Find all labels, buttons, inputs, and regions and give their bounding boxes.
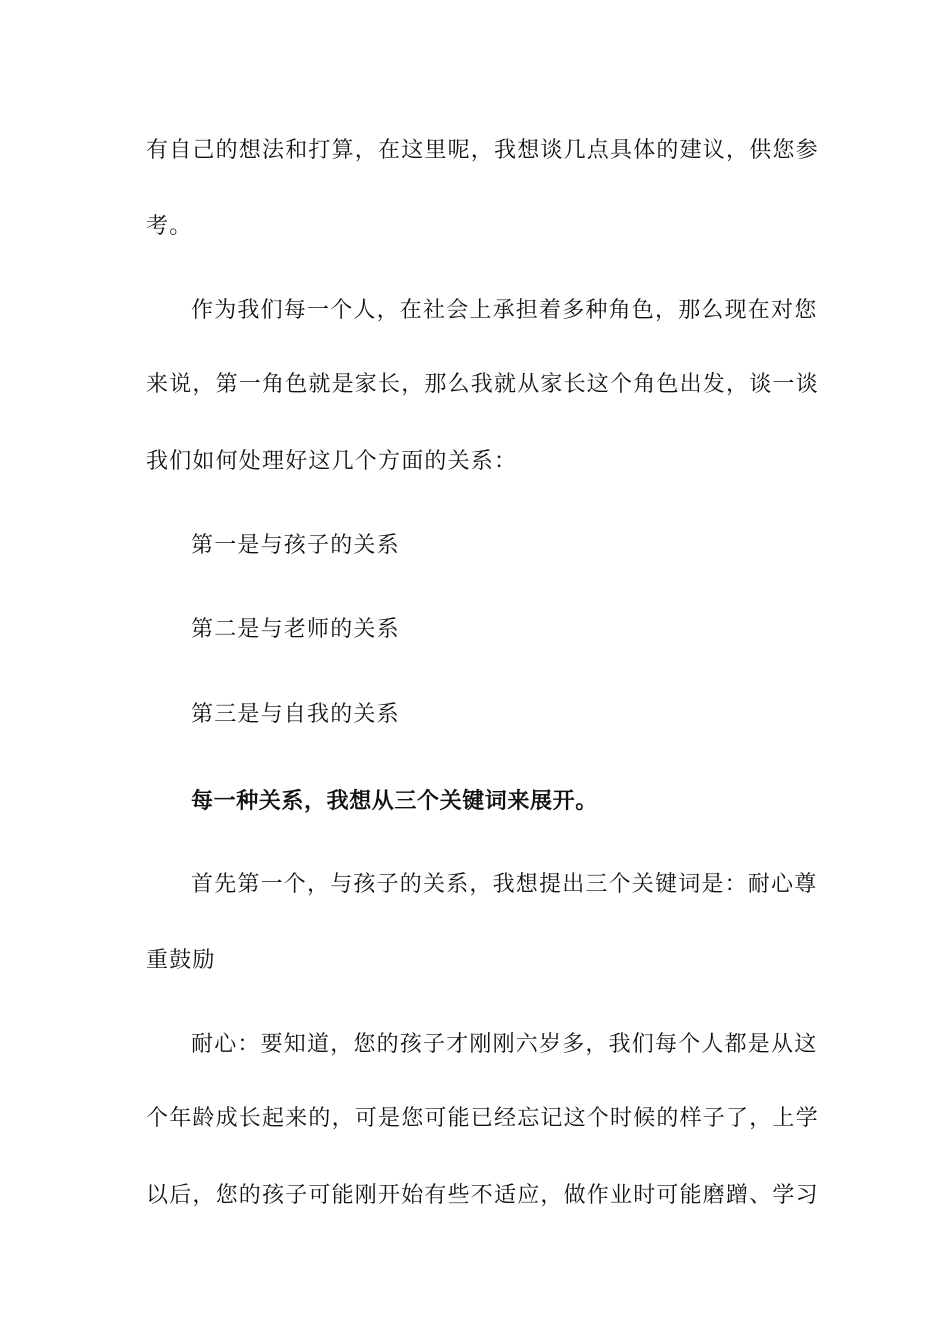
list-item-line: 第二是与老师的关系 — [191, 617, 400, 642]
text-line: 我们如何处理好这几个方面的关系： — [146, 449, 518, 474]
text-line: 考。 — [146, 214, 193, 239]
text-line: 以后，您的孩子可能刚开始有些不适应，做作业时可能磨蹭、学习 — [146, 1183, 819, 1208]
text-line: 来说，第一角色就是家长，那么我就从家长这个角色出发，谈一谈 — [146, 372, 819, 397]
text-line: 耐心：要知道，您的孩子才刚刚六岁多，我们每个人都是从这 — [191, 1032, 818, 1057]
text-line: 有自己的想法和打算，在这里呢，我想谈几点具体的建议，供您参 — [146, 138, 819, 163]
text-line: 个年龄成长起来的，可是您可能已经忘记这个时候的样子了，上学 — [146, 1106, 819, 1131]
bold-heading-line: 每一种关系，我想从三个关键词来展开。 — [191, 788, 598, 814]
list-item-line: 第三是与自我的关系 — [191, 702, 400, 727]
text-line: 首先第一个，与孩子的关系，我想提出三个关键词是：耐心尊 — [191, 872, 818, 897]
list-item-line: 第一是与孩子的关系 — [191, 533, 400, 558]
text-line: 作为我们每一个人，在社会上承担着多种角色，那么现在对您 — [191, 298, 818, 323]
text-line: 重鼓励 — [146, 948, 216, 973]
